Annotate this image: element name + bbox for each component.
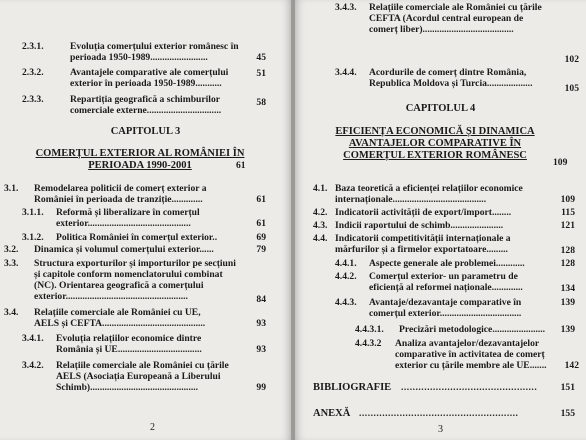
chapter-page-number: 109	[553, 157, 568, 168]
page-number: 2	[150, 422, 155, 433]
toc-entry-line: internaționale.......................................	[335, 194, 487, 205]
toc-entry-line: Reformă și liberalizare în comerțul	[56, 207, 200, 218]
toc-entry-line: Relațiile comerciale ale României cu țările	[56, 360, 229, 371]
toc-entry-line: Remodelarea politicii de comerț exterior a	[34, 183, 207, 194]
toc-entry-line: Evoluția relațiilor economice dintre	[56, 333, 202, 344]
toc-entry-line: (NC). Orientarea geografică a comerțului	[34, 280, 204, 291]
toc-entry-line: Schimb).............................................	[56, 382, 199, 393]
toc-entry-line: Dinamica și volumul comerțului exterior......	[34, 244, 214, 255]
toc-entry-line: comparative în activitatea de comerț	[395, 349, 545, 360]
toc-entry-line: Avantajele comparative ale comerțului	[70, 67, 229, 78]
toc-entry-line: perioada 1950-1989........................	[70, 52, 208, 63]
toc-entry-line: exterior...........................................	[56, 218, 191, 229]
toc-entry-line: Precizări metodologice......................	[399, 324, 546, 335]
toc-entry-number: 3.1.2.	[22, 232, 44, 243]
toc-entry-page: 142	[564, 360, 579, 371]
toc-entry-line: exterior în perioada 1950-1989...........	[70, 78, 222, 89]
toc-entry-line: comerciale externe...............................	[70, 105, 222, 116]
bibliography-label: BIBLIOGRAFIE	[313, 382, 392, 393]
toc-entry-page: 69	[256, 232, 266, 243]
toc-entry-line: eficiență al reformei naționale.............	[369, 282, 523, 293]
toc-entry-line: exterior cu țările membre ale UE.......	[395, 360, 547, 371]
toc-entry-line: Indicatorii competitivității internaționale a	[335, 233, 511, 244]
toc-entry-line: AELS și CEFTA...........................................	[34, 318, 206, 329]
toc-entry-number: 3.4.4.	[335, 67, 357, 78]
toc-entry-line: comerț liber)......................................	[369, 24, 514, 35]
toc-entry-number: 4.4.3.1.	[355, 324, 384, 335]
toc-entry-page: 115	[561, 207, 575, 218]
toc-entry-number: 4.4.2.	[335, 271, 357, 282]
toc-entry-line: Indicii raportului de schimb......................	[335, 220, 504, 231]
chapter-title-line: COMERȚUL EXTERIOR AL ROMÂNIEI ÎN	[35, 148, 245, 159]
right-page	[295, 0, 586, 440]
bibliography-page: 151	[560, 382, 575, 393]
toc-entry-page: 109	[560, 194, 575, 205]
toc-entry-line: și capitole conform nomenclatorului combinat	[34, 269, 223, 280]
toc-entry-page: 61	[256, 218, 266, 229]
toc-entry-page: 93	[256, 344, 266, 355]
chapter-title-line: EFICIENȚA ECONOMICĂ ȘI DINAMICA	[335, 126, 535, 137]
toc-entry-line: Comerțul exterior- un parametru de	[369, 271, 518, 282]
toc-entry-line: Relațiile comerciale ale României cu UE,	[34, 307, 201, 318]
annex-leader: .......................................................	[359, 408, 519, 419]
toc-entry-line: mărfurilor și a firmelor exportatoare.........	[335, 244, 508, 255]
toc-entry-number: 4.4.	[313, 233, 328, 244]
chapter-title-line: AVANTAJELOR COMPARATIVE ÎN	[348, 138, 522, 149]
left-page	[0, 0, 291, 440]
toc-entry-page: 139	[560, 297, 575, 308]
toc-entry-line: comerțul exterior..................................	[369, 308, 522, 319]
toc-entry-number: 3.4.	[4, 307, 19, 318]
chapter-label: CAPITOLUL 4	[405, 103, 476, 114]
toc-entry-line: Repartiția geografică a schimburilor	[70, 94, 221, 105]
toc-entry-line: Avantaje/dezavantaje comparative în	[369, 297, 522, 308]
toc-entry-page: 134	[560, 283, 575, 294]
toc-entry-number: 4.1.	[313, 183, 328, 194]
chapter-title-line: PERIOADA 1990-2001	[88, 160, 192, 171]
toc-entry-number: 4.4.3.2	[355, 338, 382, 349]
toc-entry-page: 99	[256, 382, 266, 393]
toc-entry-page: 84	[256, 294, 266, 305]
toc-entry-page: 128	[560, 245, 575, 256]
toc-entry-line: AELS (Asociația Europeană a Liberului	[56, 371, 221, 382]
toc-entry-number: 3.3.	[4, 258, 19, 269]
toc-entry-number: 3.4.3.	[335, 2, 357, 13]
toc-entry-number: 2.3.3.	[22, 94, 44, 105]
annex-label: ANEXĂ	[313, 408, 351, 419]
page-number: 3	[438, 424, 443, 435]
toc-entry-line: Analiza avantajelor/dezavantajelor	[395, 338, 540, 349]
toc-entry-line: Aspecte generale ale problemei............	[369, 258, 525, 269]
toc-entry-number: 4.4.3.	[335, 297, 357, 308]
bibliography-leader: ...............................................	[401, 382, 538, 393]
toc-entry-number: 3.1.	[4, 183, 19, 194]
toc-entry-page: 61	[256, 194, 266, 205]
toc-entry-number: 4.3.	[313, 220, 328, 231]
toc-entry-number: 2.3.2.	[22, 67, 44, 78]
toc-entry-page: 58	[256, 97, 266, 108]
toc-entry-line: Acordurile de comerț dintre România,	[369, 67, 527, 78]
chapter-title-line: COMERȚUL EXTERIOR ROMÂNESC	[343, 150, 527, 161]
toc-entry-number: 3.1.1.	[22, 207, 44, 218]
toc-entry-page: 105	[564, 83, 579, 94]
toc-entry-page: 51	[256, 68, 266, 79]
toc-entry-line: Indicatorii activității de export/import........	[335, 207, 512, 218]
toc-entry-line: România și UE...................................	[56, 344, 202, 355]
toc-entry-number: 4.2.	[313, 207, 328, 218]
toc-entry-page: 79	[256, 244, 266, 255]
toc-entry-number: 3.4.1.	[22, 333, 44, 344]
toc-entry-line: Evoluția comerțului exterior românesc în	[70, 41, 239, 52]
toc-entry-page: 139	[560, 324, 575, 335]
annex-page: 155	[560, 408, 575, 419]
toc-entry-line: CEFTA (Acordul central european de	[369, 13, 524, 24]
toc-entry-number: 2.3.1.	[22, 41, 44, 52]
chapter-title	[320, 126, 550, 162]
toc-entry-number: 3.4.2.	[22, 360, 44, 371]
toc-entry-line: exterior...................................................	[34, 291, 188, 302]
toc-entry-page: 45	[256, 52, 266, 63]
toc-entry-page: 121	[560, 220, 575, 231]
toc-entry-page: 102	[564, 54, 579, 65]
toc-entry-line: României în perioada de tranziție.............	[34, 194, 203, 205]
chapter-title	[20, 148, 260, 172]
toc-entry-line: Politica României în comerțul exterior..	[56, 232, 218, 243]
chapter-label: CAPITOLUL 3	[110, 126, 181, 137]
toc-entry-number: 3.2.	[4, 244, 19, 255]
toc-entry-line: Baza teoretică a eficienței relațiilor economice	[335, 183, 523, 194]
toc-entry-page: 93	[256, 318, 266, 329]
toc-entry-line: Republica Moldova și Turcia...................	[369, 78, 533, 89]
chapter-page-number: 61	[236, 160, 246, 171]
toc-entry-line: Structura exporturilor și importurilor pe secțiuni	[34, 258, 236, 269]
toc-entry-number: 4.4.1.	[335, 258, 357, 269]
toc-entry-line: Relațiile comerciale ale României cu țările	[369, 2, 542, 13]
toc-entry-page: 128	[560, 258, 575, 269]
